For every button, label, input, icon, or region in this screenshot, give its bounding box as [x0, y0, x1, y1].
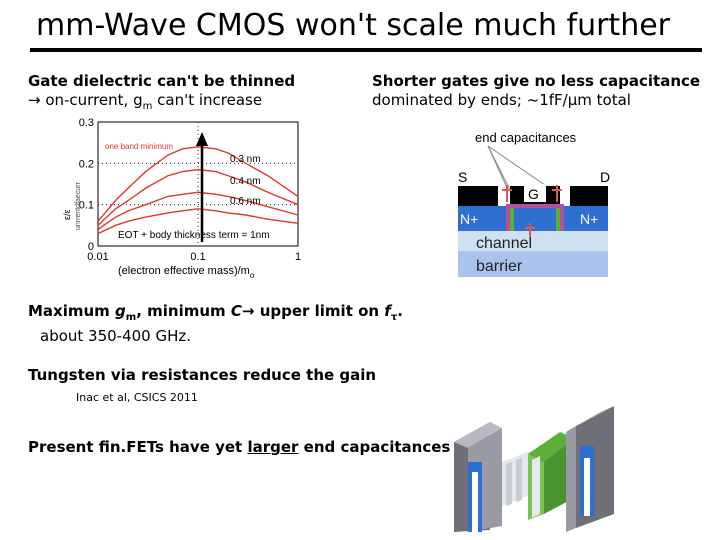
drain-label: D — [600, 169, 611, 185]
limit-gm-sub: m — [125, 312, 137, 323]
right-heading-line1: Shorter gates give no less capacitance — [372, 72, 701, 90]
oxide-right — [560, 204, 564, 231]
left-heading-gm-sub: m — [142, 101, 153, 112]
limit-ft: f — [384, 302, 391, 320]
series-label-0.4: 0.4 nm — [230, 176, 261, 187]
y-axis-label: ε/ε — [62, 209, 72, 220]
right-heading — [372, 72, 700, 110]
right-heading-line2: dominated by ends; ~1fF/µm total — [372, 91, 631, 109]
end-capacitances-label: end capacitances — [475, 130, 577, 145]
plot-frame — [98, 122, 298, 246]
left-heading-line2-suffix: can't increase — [152, 91, 263, 109]
limit-arrow-text: → upper limit on — [241, 302, 385, 320]
limit-line1 — [28, 302, 403, 327]
finfet-underlined: larger — [247, 438, 299, 456]
left-heading-line2-prefix: → on-current, g — [28, 91, 143, 109]
fin-stripe-1 — [506, 462, 512, 506]
left-gate-slot — [472, 472, 478, 532]
right-gate-slot — [584, 458, 590, 516]
y-axis-partial-label: unrrentdfaecurr — [75, 182, 82, 230]
gate-label: G — [528, 186, 539, 202]
barrier-label: barrier — [476, 258, 523, 275]
y-tick-label: 0.1 — [78, 199, 94, 212]
gate-inner — [532, 456, 540, 518]
x-axis-label: (electron effective $mass)/m_o$ — [118, 265, 255, 280]
finfet-illustration — [448, 402, 628, 536]
page-title: mm-Wave CMOS won't scale much further — [36, 8, 670, 43]
tungsten-citation: Inac et al, CSICS 2011 — [76, 391, 198, 404]
series-label-0.6: 0.6 nm — [230, 196, 261, 207]
title-underline — [30, 48, 702, 52]
fin-stripe-2 — [516, 458, 522, 502]
n-plus-left-label: N+ — [460, 211, 479, 227]
limit-prefix: Maximum — [28, 302, 116, 320]
oxide-top — [510, 204, 560, 208]
finfet-prefix: Present fin.FETs have yet — [28, 438, 248, 456]
legend-minimum: one band minimum — [105, 142, 174, 151]
limit-ft-sub: τ — [390, 312, 398, 323]
oxide-left — [506, 204, 510, 231]
limit-line2: about 350-400 GHz. — [40, 327, 192, 345]
left-heading-line1: Gate dielectric can't be thinned — [28, 72, 296, 90]
limit-statement — [28, 302, 403, 346]
x-tick-label: 0.01 — [87, 251, 109, 263]
n-plus-right-label: N+ — [580, 211, 599, 227]
finfet-statement — [28, 438, 450, 457]
device-cross-section — [440, 124, 620, 284]
tungsten-heading: Tungsten via resistances reduce the gain — [28, 366, 377, 384]
right-gate-front — [566, 426, 576, 532]
limit-c: C — [230, 302, 242, 320]
limit-middle: , minimum — [136, 302, 231, 320]
left-heading — [28, 72, 295, 116]
channel-label: channel — [476, 235, 533, 252]
annotation-body: EOT + body thickness term = 1nm — [118, 230, 270, 241]
finfet-suffix: end capacitances — [298, 438, 451, 456]
current-vs-mass-chart — [50, 112, 320, 292]
source-label: S — [458, 169, 468, 185]
y-tick-label: 0 — [87, 241, 94, 253]
limit-end: . — [397, 302, 403, 320]
limit-gm: g — [115, 302, 126, 320]
series-label-0.3: 0.3 nm — [230, 154, 261, 165]
y-tick-label: 0.3 — [78, 117, 94, 129]
x-tick-label: 1 — [294, 251, 302, 263]
drain-contact — [570, 186, 608, 206]
x-tick-label: 0.1 — [190, 251, 206, 263]
y-tick-label: 0.2 — [78, 158, 94, 171]
source-contact — [458, 186, 498, 206]
